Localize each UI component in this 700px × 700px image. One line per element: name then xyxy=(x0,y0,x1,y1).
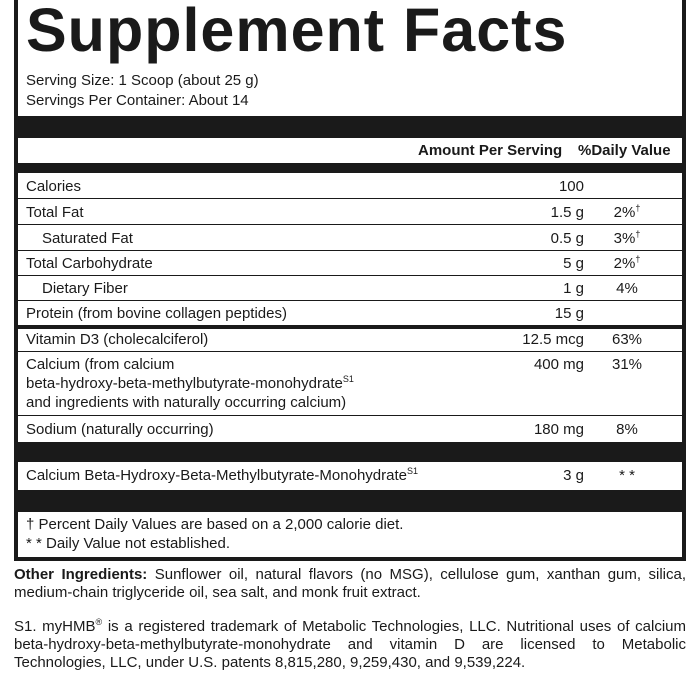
medium-divider xyxy=(18,325,682,329)
supplement-facts-panel xyxy=(14,0,686,561)
nutrient-name: Calories xyxy=(26,178,82,195)
nutrient-name-line1: Calcium (from calcium xyxy=(26,356,175,373)
trademark-text: is a registered trademark of Metabolic Technologies, LLC. Nutritional uses of calcium beta-hydroxy-beta-methylbutyrate-monohydrate and vitamin D are licensed to Metabolic Technologies, LLC, under U.S. patents 8,815,280, 9,259,430, and 9,539,224. xyxy=(14,618,686,671)
footnote-dv-not-established: * * Daily Value not established. xyxy=(26,535,231,552)
nutrient-name: Dietary Fiber xyxy=(42,280,128,297)
footnote-percent-dv: † Percent Daily Values are based on a 2,000 calorie diet. xyxy=(26,516,404,533)
nutrient-name: Protein (from bovine collagen peptides) xyxy=(26,305,287,322)
nutrient-amount: 15 g xyxy=(554,305,584,322)
thick-divider xyxy=(18,116,682,138)
nutrient-amount: 400 mg xyxy=(533,356,584,373)
thick-divider xyxy=(18,442,682,462)
ingredient-amount: 3 g xyxy=(563,467,584,484)
nutrient-dv: 2%† xyxy=(613,203,641,221)
other-ingredients xyxy=(14,566,686,602)
nutrient-amount: 180 mg xyxy=(533,421,584,438)
header-divider xyxy=(18,163,682,173)
nutrient-name-line2: beta-hydroxy-beta-methylbutyrate-monohydrate$^{S1}$ xyxy=(26,374,354,392)
nutrient-dv: 8% xyxy=(616,421,638,438)
thick-divider xyxy=(18,490,682,512)
servings-per-container: Servings Per Container: About 14 xyxy=(26,92,249,109)
trademark-notice xyxy=(14,618,686,672)
nutrient-dv: 63% xyxy=(611,331,643,348)
nutrient-amount: 0.5 g xyxy=(550,230,584,247)
other-ingredients-label: Other Ingredients: xyxy=(14,566,148,583)
nutrient-amount: 5 g xyxy=(563,255,584,272)
nutrient-name: Total Fat xyxy=(26,204,84,221)
nutrient-dv: 31% xyxy=(611,356,643,373)
ingredient-name: Calcium Beta-Hydroxy-Beta-Methylbutyrate-Monohydrate$^{S1}$ xyxy=(26,466,418,484)
nutrient-name: Sodium (naturally occurring) xyxy=(26,421,214,438)
amount-per-serving-header: Amount Per Serving xyxy=(418,142,563,159)
daily-value-header: %Daily Value xyxy=(578,142,671,159)
serving-size: Serving Size: 1 Scoop (about 25 g) xyxy=(26,72,259,89)
nutrient-amount: 100 xyxy=(558,178,584,195)
ingredient-dv: * * xyxy=(619,467,635,484)
nutrient-dv: 4% xyxy=(616,280,638,297)
trademark-brand: S1. myHMB xyxy=(14,618,96,635)
nutrient-name: Vitamin D3 (cholecalciferol) xyxy=(26,331,209,348)
nutrient-dv: 2%† xyxy=(613,254,641,272)
nutrient-amount: 12.5 mcg xyxy=(522,331,584,348)
other-ingredients-text: Sunflower oil, natural flavors (no MSG), cellulose gum, xanthan gum, silica, medium-chain triglyceride oil, sea salt, and monk fruit extract. xyxy=(14,566,686,601)
nutrient-amount: 1 g xyxy=(563,280,584,297)
registered-mark: ® xyxy=(95,617,103,627)
panel-title: Supplement Facts xyxy=(26,0,568,64)
nutrient-dv: 3%† xyxy=(613,229,641,247)
nutrient-name: Total Carbohydrate xyxy=(26,255,153,272)
nutrient-amount: 1.5 g xyxy=(550,204,584,221)
nutrient-name-line3: and ingredients with naturally occurring calcium) xyxy=(26,394,347,411)
nutrient-name: Saturated Fat xyxy=(42,230,133,247)
